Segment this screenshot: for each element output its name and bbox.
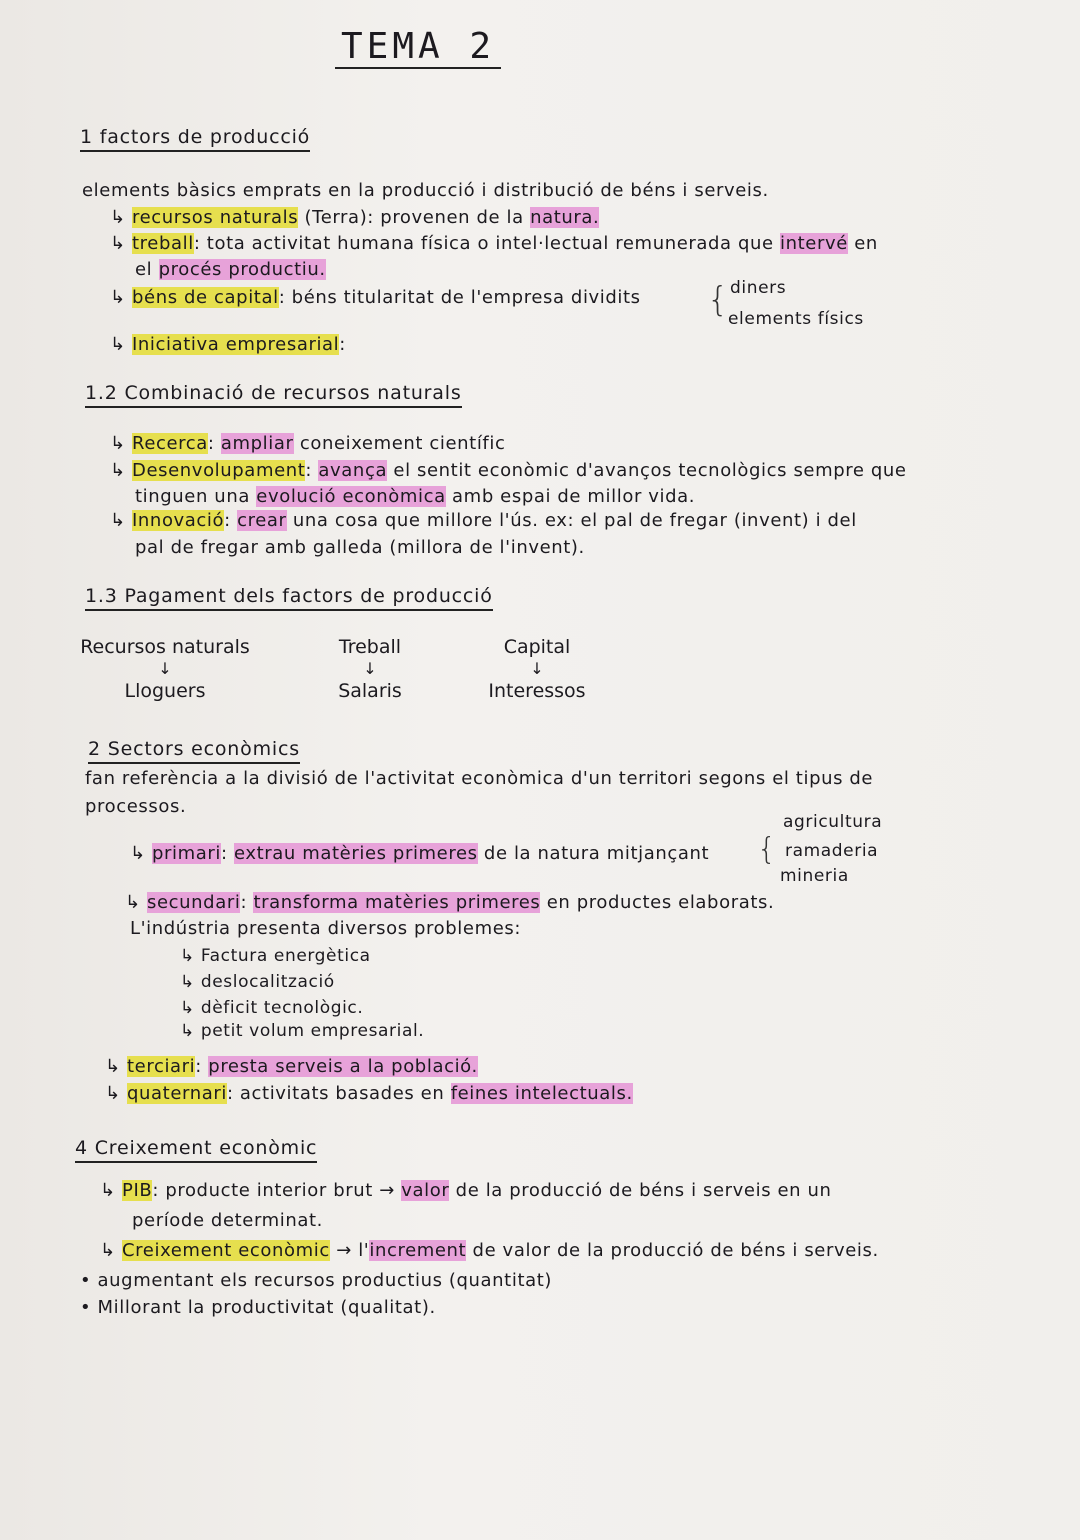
capital-split-item: elements físics: [728, 309, 864, 329]
note-line: [135, 486, 695, 507]
highlighted-text: secundari: [147, 892, 241, 913]
note-text: pal de fregar amb galleda (millora de l'invent).: [135, 537, 585, 558]
highlighted-text: increment: [369, 1240, 467, 1261]
note-text: tinguen una: [135, 486, 257, 507]
note-text: en productes elaborats.: [540, 892, 775, 913]
note-text: ↳: [110, 334, 133, 355]
payment-label: Lloguers: [124, 680, 206, 702]
highlighted-text: procés productiu.: [158, 259, 326, 280]
note-text: :: [305, 460, 319, 481]
note-line: [110, 460, 907, 481]
highlighted-text: valor: [401, 1180, 450, 1201]
highlighted-text: béns de capital: [132, 287, 279, 308]
note-line: [180, 1021, 424, 1041]
note-text: (Terra): provenen de la: [298, 207, 531, 228]
note-text: :: [195, 1056, 209, 1077]
note-text: ↳: [110, 233, 133, 254]
note-text: ↳: [130, 843, 153, 864]
note-line: [135, 537, 585, 558]
note-line: [110, 510, 857, 531]
primari-split-item: ramaderia: [785, 841, 879, 861]
highlighted-text: feines intelectuals.: [450, 1083, 633, 1104]
note-text: ↳: [125, 892, 148, 913]
highlighted-text: transforma matèries primeres: [253, 892, 541, 913]
note-line: [130, 843, 709, 864]
note-line: [82, 180, 769, 201]
note-line: [180, 946, 371, 966]
highlighted-text: intervé: [780, 233, 848, 254]
note-line: [132, 1210, 323, 1231]
note-text: ↳: [105, 1056, 128, 1077]
heading-pagament: 1.3 Pagament dels factors de producció: [85, 585, 493, 611]
note-text: :: [207, 433, 221, 454]
note-text: ↳: [110, 460, 133, 481]
note-line: [135, 259, 326, 280]
note-text: : béns titularitat de l'empresa dividits: [278, 287, 641, 308]
highlighted-text: quaternari: [127, 1083, 227, 1104]
note-text: en: [847, 233, 878, 254]
note-text: → l': [329, 1240, 370, 1261]
note-line: [100, 1240, 879, 1261]
brace-icon: {: [707, 280, 729, 320]
note-text: L'indústria presenta diversos problemes:: [130, 918, 522, 939]
highlighted-text: Creixement econòmic: [122, 1240, 330, 1261]
highlighted-text: terciari: [127, 1056, 196, 1077]
note-line: [80, 1270, 552, 1291]
note-text: ↳: [110, 207, 133, 228]
highlighted-text: ampliar: [220, 433, 294, 454]
note-text: :: [224, 510, 238, 531]
factor-label: Treball: [338, 636, 402, 658]
note-text: ↳: [110, 287, 133, 308]
note-text: ↳ deslocalització: [180, 972, 335, 992]
primari-split-item: mineria: [780, 866, 849, 886]
note-text: de la producció de béns i serveis en un: [449, 1180, 832, 1201]
note-line: [85, 796, 186, 817]
note-line: [110, 334, 346, 355]
note-line: [100, 1180, 832, 1201]
highlighted-text: Iniciativa empresarial: [132, 334, 340, 355]
note-text: elements bàsics emprats en la producció i distribució de béns i serveis.: [82, 180, 769, 201]
note-text: :: [240, 892, 254, 913]
note-text: ↳: [105, 1083, 128, 1104]
highlighted-text: natura.: [530, 207, 600, 228]
note-line: [110, 433, 505, 454]
heading-factors: 1 factors de producció: [80, 126, 310, 152]
note-line: [180, 972, 335, 992]
note-text: fan referència a la divisió de l'activitat econòmica d'un territori segons el tipus de: [85, 768, 874, 789]
note-line: [80, 1297, 436, 1318]
heading-combinacio: 1.2 Combinació de recursos naturals: [85, 382, 462, 408]
note-line: [105, 1083, 633, 1104]
highlighted-text: extrau matèries primeres: [234, 843, 478, 864]
capital-split-item: diners: [730, 278, 787, 298]
highlighted-text: crear: [237, 510, 287, 531]
note-text: ↳: [110, 433, 133, 454]
payment-column: [80, 636, 250, 702]
highlighted-text: Innovació: [132, 510, 225, 531]
note-text: ↳ Factura energètica: [180, 946, 371, 966]
highlighted-text: primari: [152, 843, 222, 864]
highlighted-text: PIB: [122, 1180, 153, 1201]
note-text: amb espai de millor vida.: [445, 486, 696, 507]
note-text: ↳: [100, 1240, 123, 1261]
note-text: ↳: [100, 1180, 123, 1201]
note-text: processos.: [85, 796, 187, 817]
arrow-down-icon: ↓: [158, 659, 172, 678]
primari-split-item: agricultura: [783, 812, 883, 832]
highlighted-text: Desenvolupament: [132, 460, 306, 481]
note-text: ↳: [110, 510, 133, 531]
note-line: [125, 892, 774, 913]
note-text: període determinat.: [132, 1210, 324, 1231]
highlighted-text: presta serveis a la població.: [208, 1056, 478, 1077]
note-text: : activitats basades en: [226, 1083, 451, 1104]
payment-label: Salaris: [338, 680, 402, 702]
note-line: [130, 918, 521, 939]
factor-label: Capital: [503, 636, 571, 658]
highlighted-text: recursos naturals: [132, 207, 299, 228]
note-text: el sentit econòmic d'avanços tecnològics sempre que: [387, 460, 907, 481]
note-text: el: [135, 259, 159, 280]
note-text: ↳ petit volum empresarial.: [180, 1021, 425, 1041]
note-text: coneixement científic: [293, 433, 506, 454]
note-text: : tota activitat humana física o intel·lectual remunerada que: [193, 233, 781, 254]
note-text: • augmentant els recursos productius (quantitat): [80, 1270, 553, 1291]
note-line: [110, 287, 641, 308]
note-line: [110, 233, 878, 254]
note-text: :: [339, 334, 346, 355]
arrow-down-icon: ↓: [363, 659, 377, 678]
note-text: de la natura mitjançant: [477, 843, 710, 864]
note-line: [110, 207, 599, 228]
note-line: [180, 998, 363, 1018]
note-text: :: [221, 843, 235, 864]
note-line: [105, 1056, 478, 1077]
highlighted-text: avança: [318, 460, 388, 481]
brace-icon: {: [757, 832, 777, 867]
highlighted-text: evolució econòmica: [256, 486, 446, 507]
note-text: • Millorant la productivitat (qualitat).: [80, 1297, 436, 1318]
note-text: ↳ dèficit tecnològic.: [180, 998, 364, 1018]
page-title: TEMA 2: [335, 26, 501, 69]
heading-creixement: 4 Creixement econòmic: [75, 1137, 317, 1163]
payment-column: [482, 636, 592, 702]
highlighted-text: treball: [132, 233, 194, 254]
note-text: una cosa que millore l'ús. ex: el pal de fregar (invent) i del: [286, 510, 857, 531]
arrow-down-icon: ↓: [530, 659, 544, 678]
highlighted-text: Recerca: [132, 433, 208, 454]
note-text: de valor de la producció de béns i serveis.: [466, 1240, 879, 1261]
payment-column: [325, 636, 415, 702]
note-line: [85, 768, 873, 789]
heading-sectors: 2 Sectors econòmics: [88, 738, 300, 764]
factor-label: Recursos naturals: [80, 636, 250, 658]
note-text: : producte interior brut →: [152, 1180, 402, 1201]
payment-label: Interessos: [488, 680, 586, 702]
